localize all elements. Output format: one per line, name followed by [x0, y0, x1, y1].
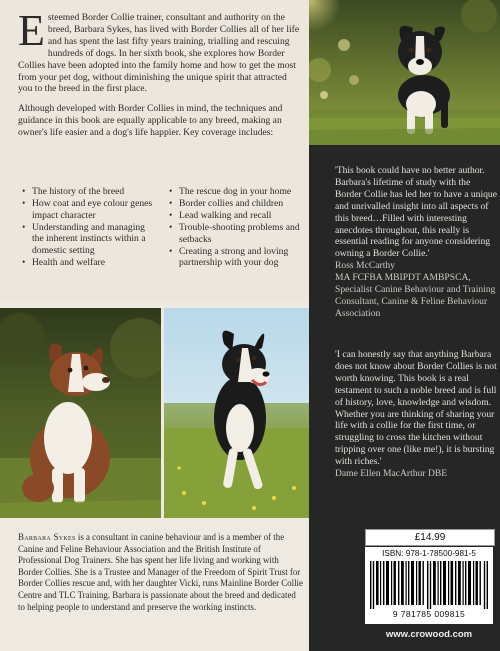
quote-author: Dame Ellen MacArthur DBE — [335, 468, 448, 480]
list-item: • How coat and eye colour genes impact character — [22, 198, 158, 221]
list-item: • Border collies and children — [169, 198, 307, 210]
author-bio — [18, 532, 303, 613]
intro-section — [0, 0, 309, 302]
barcode — [365, 547, 493, 624]
coverage-list-left — [22, 186, 158, 269]
drop-cap: E — [18, 6, 45, 55]
intro-text — [18, 6, 300, 147]
isbn-number: ISBN: 978-1-78500-981-5 — [382, 549, 476, 558]
list-item: • Health and welfare — [22, 257, 158, 269]
list-item: • Trouble-shooting problems and setbacks — [169, 222, 307, 245]
intro-paragraph-2: Although developed with Border Collies in mind, the techniques and guidance in this book are equally applicable to any breed, making an owner's life easier and a dog's life happier. Key coverage includes: — [18, 103, 283, 139]
list-item: • Understanding and managing the inherent instincts within a domestic setting — [22, 222, 158, 257]
publisher-website-link[interactable]: www.crowood.com — [385, 629, 473, 640]
list-item: • The rescue dog in your home — [169, 186, 307, 198]
author-name: Barbara Sykes — [18, 532, 76, 542]
black-white-collie-running-photo — [164, 308, 309, 518]
barcode-digits: 9 781785 009815 — [392, 609, 466, 619]
list-item: • Lead walking and recall — [169, 210, 307, 222]
endorsement-quote-2 — [335, 349, 497, 480]
quote-credentials: MA FCFBA MBIPDT AMBPSCA, Specialist Canine Behaviour and Training Consultant, Canine & Feline Behaviour Association — [335, 272, 496, 319]
list-item: • Creating a strong and loving partnership with your dog — [169, 246, 307, 269]
list-item: • The history of the breed — [22, 186, 158, 198]
price-label: £14.99 — [365, 529, 495, 546]
quote-author: Ross McCarthy — [335, 260, 395, 272]
coverage-list-right — [169, 186, 307, 269]
endorsement-quote-1 — [335, 165, 497, 320]
author-bio-text: is a consultant in canine behaviour and is a member of the Canine and Feline Behaviour Association and the British Institute of Professional Dog Trainers. She has spent her life living and working with Border Collies. She is a Trustee and Manager of the Freedom of Spirit Trust for Border Collies rescue and, with her daughter Vicki, runs Mainline Border Collie Centre and TLC Training. Barbara is passionate about the breed and dedicated to helping people to understand and preserve the working instincts. — [18, 532, 303, 612]
quote-text: 'I can honestly say that anything Barbara does not know about Border Collies is not worth knowing. This book is a real testament to such a noble breed and is full of history, love, knowledge and wisdom. Whether you are thinking of sharing your life with a collie for the first time, or struggling to cross the kitchen without tripping over one (like me!), it is bursting with riches.' — [335, 349, 497, 468]
brown-white-collie-photo — [0, 308, 161, 518]
intro-paragraph-1: Esteemed Border Collie trainer, consultant and authority on the breed, Barbara Sykes, has lived with Border Collies all of her life and has spent the last fifty years training, trialling and rescuing hundreds of dogs. In her sixth book, she explores how Border Collies have been adopted into the family home and how to get the most from your pet dog, without diminishing the unique spirit that attracted you to the breed in the first place. — [18, 6, 300, 95]
author-bio-section — [0, 518, 309, 651]
quote-text: 'This book could have no better author. Barbara's lifetime of study with the Border Collie has led her to have a unique and unrivalled insight into all aspects of this breed…Filled with interesting anecdotes throughout, this really is essential reading for anyone considering owning a Border Collie.' — [335, 165, 497, 260]
barcode-bars-icon — [370, 561, 488, 609]
puppy-photo — [309, 0, 500, 145]
